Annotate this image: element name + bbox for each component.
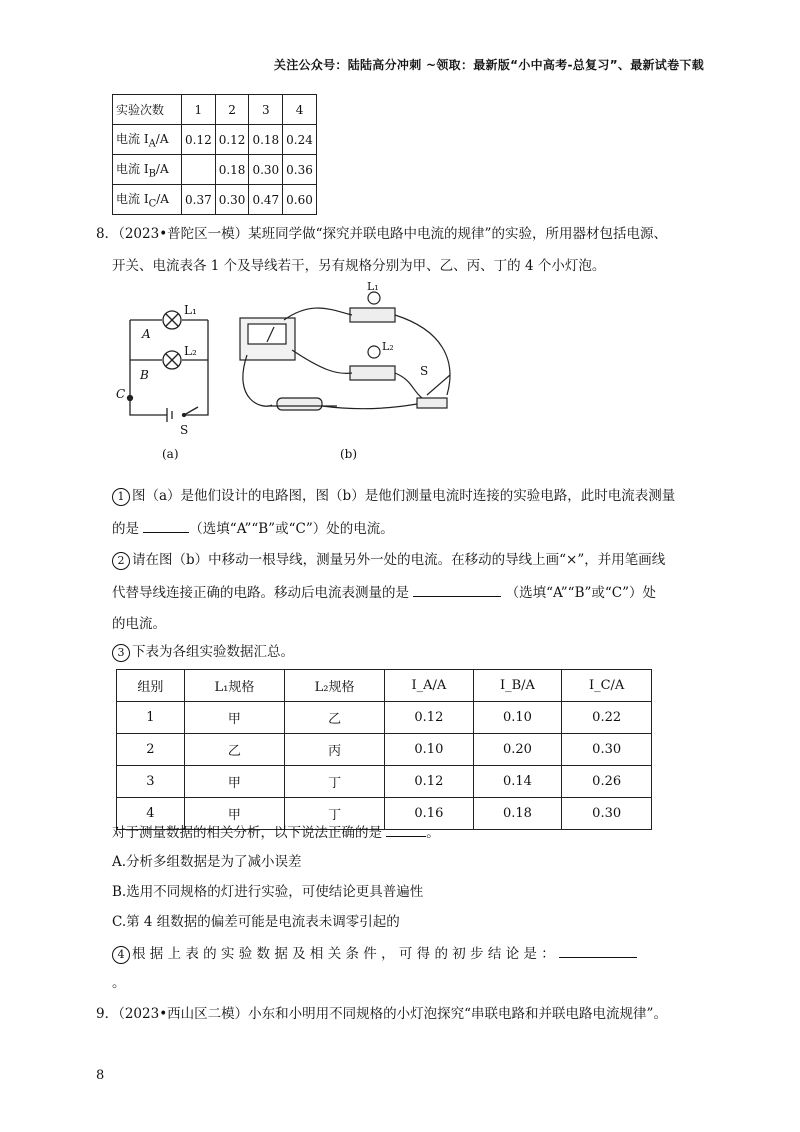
table-header-cell: L₂规格 <box>285 670 385 702</box>
table-cell: 0.12 <box>385 702 473 734</box>
table-row <box>117 766 652 798</box>
circuit-svg <box>112 280 472 465</box>
answer-blank[interactable] <box>413 582 501 597</box>
answer-blank[interactable] <box>386 822 426 837</box>
table-cell: 甲 <box>184 766 284 798</box>
option-c: C.第 4 组数据的偏差可能是电流表未调零引起的 <box>112 914 400 930</box>
q8-part4-line: 4 根 据 上 表 的 实 验 数 据 及 相 关 条 件 ， 可 得 的 初 步 结 论 是 ： <box>112 943 637 964</box>
table-cell: 0.18 <box>215 155 249 185</box>
row-label: 电流 $I_A/A$ <box>113 125 182 155</box>
table-header-cell: 4 <box>283 95 317 125</box>
q8-part1-line2: 的是 （选填“A”“B”或“C”）处的电流。 <box>112 518 394 539</box>
table-cell: 0.24 <box>283 125 317 155</box>
label-L2-a: L₂ <box>184 344 197 358</box>
label-S-b: S <box>420 364 429 378</box>
circuit-photo-b <box>240 292 450 410</box>
answer-blank[interactable] <box>559 943 637 958</box>
table-cell: 0.30 <box>215 185 249 215</box>
table-cell: 丁 <box>285 766 385 798</box>
caption-a: (a) <box>162 447 179 461</box>
table-cell: 乙 <box>184 734 284 766</box>
table-cell: 3 <box>117 766 185 798</box>
q8-part1-line1: 1 图（a）是他们设计的电路图，图（b）是他们测量电流时连接的实验电路，此时电流表测量 <box>112 486 675 506</box>
option-b: B.选用不同规格的灯进行实验，可使结论更具普遍性 <box>112 884 424 900</box>
table-cell: 0.26 <box>562 766 652 798</box>
table-cell: 0.47 <box>249 185 283 215</box>
q8-part4-end: 。 <box>112 975 126 991</box>
table-experiment-1 <box>112 94 317 215</box>
q8-line-2: 开关、电流表各 1 个及导线若干，另有规格分别为甲、乙、丙、丁的 4 个小灯泡。 <box>112 258 606 274</box>
table-header-cell: I_C/A <box>562 670 652 702</box>
table-row <box>113 185 317 215</box>
table-row <box>113 125 317 155</box>
label-L1-a: L₁ <box>184 303 197 317</box>
table-cell: 乙 <box>285 702 385 734</box>
table-header-cell: I_B/A <box>473 670 562 702</box>
option-a: A.分析多组数据是为了减小误差 <box>112 854 302 870</box>
label-A: A <box>142 327 151 341</box>
table-header-cell: 2 <box>215 95 249 125</box>
table-cell: 0.30 <box>249 155 283 185</box>
table-header-cell: 3 <box>249 95 283 125</box>
table-header-cell: 组别 <box>117 670 185 702</box>
table-experiment-2 <box>116 669 652 830</box>
table-cell: 2 <box>117 734 185 766</box>
table-cell: 0.18 <box>473 798 562 830</box>
table-header-cell: I_A/A <box>385 670 473 702</box>
table-cell: 0.16 <box>385 798 473 830</box>
label-B: B <box>140 368 149 382</box>
table-cell: 0.37 <box>182 185 216 215</box>
q9-line: 9．（2023•西山区二模）小东和小明用不同规格的小灯泡探究“串联电路和并联电路电流规律”。 <box>96 1006 667 1022</box>
table-cell: 甲 <box>184 798 284 830</box>
table-cell: 0.30 <box>562 734 652 766</box>
q8-analysis: 对于测量数据的相关分析，以下说法正确的是 。 <box>112 822 440 843</box>
table-cell: 0.22 <box>562 702 652 734</box>
table-header-row <box>113 95 317 125</box>
table-cell: 0.12 <box>215 125 249 155</box>
table-cell: 0.30 <box>562 798 652 830</box>
table-header-cell: 1 <box>182 95 216 125</box>
table-cell: 0.60 <box>283 185 317 215</box>
table-cell: 0.18 <box>249 125 283 155</box>
label-L1-b: L₁ <box>367 280 379 293</box>
label-S-a: S <box>180 423 189 437</box>
table-cell: 0.20 <box>473 734 562 766</box>
circuit-figures <box>112 280 472 469</box>
table-cell <box>182 155 216 185</box>
table-cell: 0.10 <box>385 734 473 766</box>
table-row <box>117 702 652 734</box>
table-cell: 1 <box>117 702 185 734</box>
table-row <box>117 734 652 766</box>
label-L2-b: L₂ <box>382 340 394 353</box>
table-cell: 0.12 <box>385 766 473 798</box>
table-header-cell: 实验次数 <box>113 95 182 125</box>
table-cell: 4 <box>117 798 185 830</box>
table-cell: 丁 <box>285 798 385 830</box>
row-label: 电流 $I_B/A$ <box>113 155 182 185</box>
table-cell: 0.36 <box>283 155 317 185</box>
table-cell: 0.10 <box>473 702 562 734</box>
table-header-cell: L₁规格 <box>184 670 284 702</box>
q8-line-1: 8．（2023•普陀区一模）某班同学做“探究并联电路中电流的规律”的实验，所用器材包括电源、 <box>96 226 667 242</box>
q8-part2-line2: 代替导线连接正确的电路。移动后电流表测量的是 （选填“A”“B”或“C”）处 <box>112 582 656 603</box>
table-row <box>113 155 317 185</box>
q8-part2-line1: 2 请在图（b）中移动一根导线，测量另外一处的电流。在移动的导线上画“×”，并用笔画线 <box>112 550 665 570</box>
q8-part2-line3: 的电流。 <box>112 616 166 632</box>
table-cell: 甲 <box>184 702 284 734</box>
q8-part3-line: 3 下表为各组实验数据汇总。 <box>112 642 294 662</box>
table-cell: 丙 <box>285 734 385 766</box>
label-C: C <box>116 387 126 401</box>
page-header: 关注公众号：陆陆高分冲刺 ~领取：最新版“小中高考-总复习”、最新试卷下载 <box>273 58 704 72</box>
answer-blank[interactable] <box>143 518 189 533</box>
row-label: 电流 $I_C/A$ <box>113 185 182 215</box>
table-header-row <box>117 670 652 702</box>
circuit-diagram-a <box>128 311 209 422</box>
caption-b: (b) <box>340 447 358 461</box>
page-number: 8 <box>96 1068 105 1083</box>
table-cell: 0.12 <box>182 125 216 155</box>
table-cell: 0.14 <box>473 766 562 798</box>
